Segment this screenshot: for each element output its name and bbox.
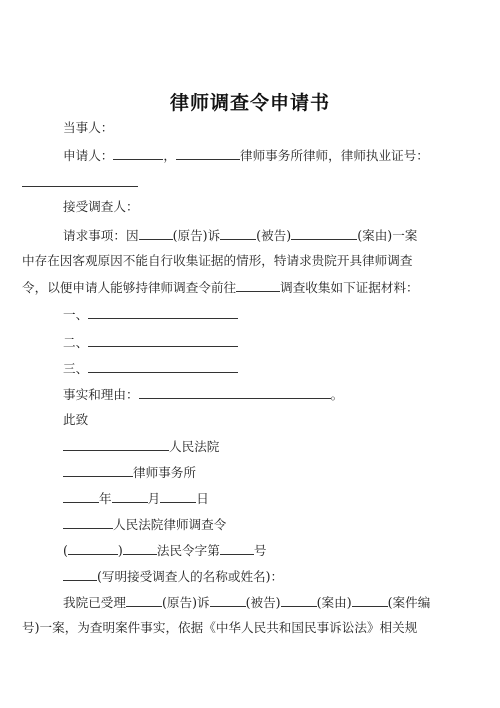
request-line-3-a: 令，以便申请人能够持律师调查令前往 bbox=[22, 280, 237, 295]
order-title-suffix: 人民法院律师调查令 bbox=[113, 517, 227, 532]
order-body-defendant: (被告) bbox=[245, 595, 281, 610]
evidence-item-3-blank bbox=[88, 359, 238, 373]
evidence-item-2-blank bbox=[88, 333, 238, 347]
order-court-code-blank bbox=[123, 541, 157, 555]
month-blank bbox=[112, 489, 148, 503]
request-plaintiff-text: (原告)诉 bbox=[172, 228, 221, 243]
order-body-accepted: 我院已受理 bbox=[63, 595, 126, 610]
order-number-open: ( bbox=[63, 543, 68, 558]
evidence-item-3-label: 三、 bbox=[63, 361, 89, 376]
facts-line bbox=[63, 385, 343, 404]
evidence-item-1-label: 一、 bbox=[63, 307, 89, 322]
order-body-line-2-text: 号)一案，为查明案件事实，依据《中华人民共和国民事诉讼法》相关规 bbox=[22, 620, 418, 635]
order-number-close: ) bbox=[117, 543, 123, 558]
request-line-3-b: 调查收集如下证据材料： bbox=[280, 280, 419, 295]
evidence-item-1 bbox=[63, 305, 238, 324]
order-number-end: 号 bbox=[253, 543, 267, 558]
order-body-case-no-blank bbox=[352, 593, 388, 607]
order-body-cause: (案由) bbox=[316, 595, 352, 610]
party-label: 当事人： bbox=[63, 120, 114, 135]
order-title-line bbox=[63, 515, 226, 534]
license-number-blank bbox=[22, 186, 138, 187]
evidence-item-2-label: 二、 bbox=[63, 335, 89, 350]
evidence-item-3 bbox=[63, 359, 238, 378]
request-cause-text: (案由)一案 bbox=[357, 228, 418, 243]
evidence-item-2 bbox=[63, 333, 238, 352]
request-place-blank bbox=[236, 278, 280, 292]
request-plaintiff-blank bbox=[139, 226, 173, 240]
facts-label: 事实和理由： bbox=[63, 387, 139, 402]
date-line bbox=[63, 489, 209, 508]
order-year-blank bbox=[68, 541, 118, 555]
order-number-line bbox=[63, 541, 266, 560]
request-line-2-text: 中存在因客观原因不能自行收集证据的情形，特请求贵院开具律师调查 bbox=[22, 253, 413, 268]
request-label: 请求事项：因 bbox=[63, 228, 139, 243]
applicant-firm-blank bbox=[176, 146, 240, 160]
request-line-2 bbox=[22, 252, 412, 270]
order-court-blank bbox=[63, 515, 113, 529]
order-body-plaintiff-blank bbox=[126, 593, 162, 607]
order-body-case-no: (案件编 bbox=[387, 595, 431, 610]
facts-blank bbox=[139, 385, 331, 399]
recipient-line bbox=[63, 198, 139, 216]
order-number-mid: 法民令字第 bbox=[156, 543, 220, 558]
request-defendant-text: (被告) bbox=[256, 228, 292, 243]
party-line bbox=[63, 119, 113, 137]
day-blank bbox=[160, 489, 196, 503]
order-body-plaintiff: (原告)诉 bbox=[161, 595, 210, 610]
order-recipient-note: (写明接受调查人的名称或姓名)： bbox=[97, 569, 284, 584]
facts-end: 。 bbox=[330, 387, 344, 402]
year-blank bbox=[63, 489, 99, 503]
request-line-1 bbox=[63, 226, 417, 245]
order-body-cause-blank bbox=[281, 593, 317, 607]
order-recipient-line bbox=[63, 567, 283, 586]
salutation-line bbox=[63, 411, 88, 429]
court-suffix: 人民法院 bbox=[169, 439, 220, 454]
firm-line bbox=[63, 463, 196, 482]
document-title: 律师调查令申请书 bbox=[169, 92, 330, 114]
order-recipient-blank bbox=[63, 567, 97, 581]
salutation: 此致 bbox=[63, 412, 89, 427]
month-label: 月 bbox=[147, 491, 161, 506]
court-name-blank bbox=[63, 437, 169, 451]
evidence-item-1-blank bbox=[88, 305, 238, 319]
request-cause-blank bbox=[291, 226, 357, 240]
firm-name-blank bbox=[63, 463, 133, 477]
applicant-firm-text: 律师事务所律师，律师执业证号： bbox=[239, 148, 429, 163]
applicant-sep: ， bbox=[163, 148, 176, 163]
applicant-line bbox=[63, 146, 429, 165]
order-body-line-1 bbox=[63, 593, 430, 612]
applicant-name-blank bbox=[113, 146, 163, 160]
order-body-line-2 bbox=[22, 619, 417, 637]
request-defendant-blank bbox=[220, 226, 256, 240]
court-line bbox=[63, 437, 219, 456]
day-label: 日 bbox=[196, 491, 209, 506]
applicant-label: 申请人： bbox=[63, 148, 114, 163]
recipient-label: 接受调查人： bbox=[63, 199, 139, 214]
order-number-blank bbox=[220, 541, 254, 555]
request-line-3 bbox=[22, 278, 419, 297]
year-label: 年 bbox=[99, 491, 112, 506]
order-body-defendant-blank bbox=[210, 593, 246, 607]
firm-suffix: 律师事务所 bbox=[133, 465, 196, 480]
